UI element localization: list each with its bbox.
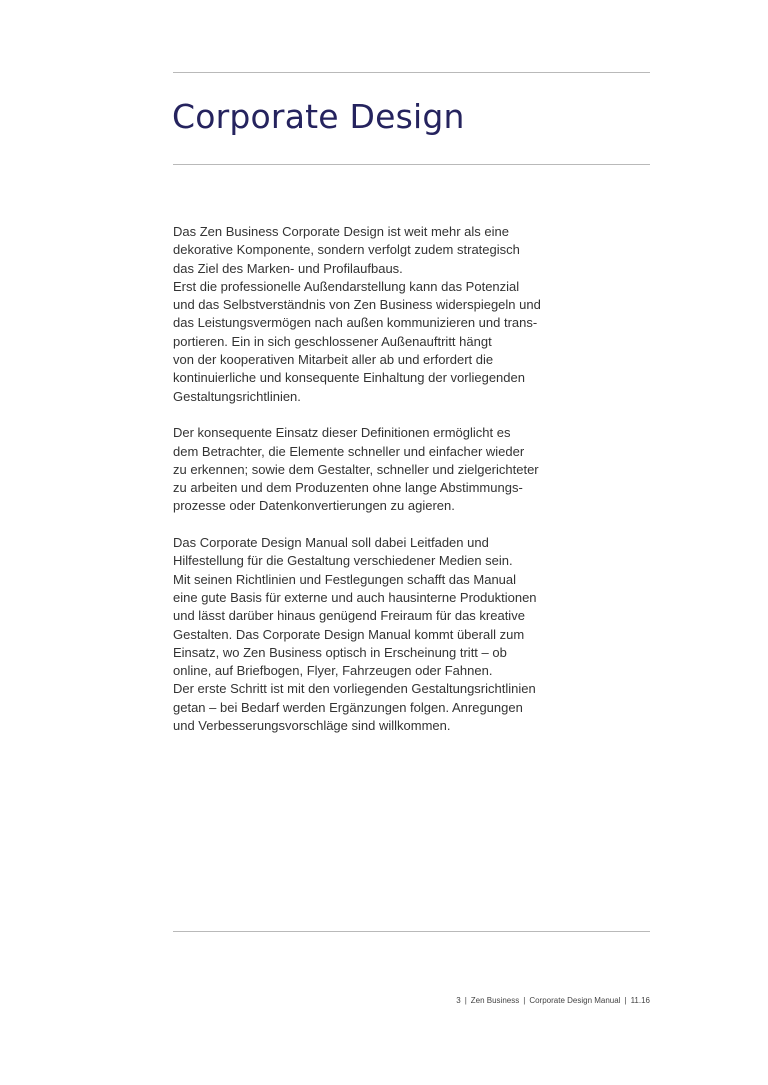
text-line: dem Betrachter, die Elemente schneller und einfacher wieder <box>173 443 525 459</box>
text-line: das Ziel des Marken- und Profilaufbaus. <box>173 260 403 276</box>
text-line: Der erste Schritt ist mit den vorliegenden Gestaltungsrichtlinien <box>173 681 536 697</box>
text-line: getan – bei Bedarf werden Ergänzungen folgen. Anregungen <box>173 699 523 715</box>
footer-manual-name: Corporate Design Manual <box>529 996 621 1005</box>
text-line: Mit seinen Richtlinien und Festlegungen schafft das Manual <box>173 571 517 587</box>
text-line: und Verbesserungsvorschläge sind willkommen. <box>173 718 451 734</box>
text-line: Gestalten. Das Corporate Design Manual kommt überall zum <box>173 626 525 642</box>
text-line: Der konsequente Einsatz dieser Definitionen ermöglicht es <box>173 425 511 441</box>
footer-divider <box>173 931 650 932</box>
footer-edition: 11.16 <box>630 996 650 1005</box>
text-line: Das Corporate Design Manual soll dabei Leitfaden und <box>173 535 489 551</box>
paragraph-1 <box>173 223 553 406</box>
text-line: zu arbeiten und dem Produzenten ohne lange Abstimmungs- <box>173 480 523 496</box>
paragraph-3 <box>173 534 553 735</box>
page-title: Corporate Design <box>172 97 465 136</box>
paragraph-2 <box>173 424 553 515</box>
text-line: das Leistungsvermögen nach außen kommunizieren und trans- <box>173 315 538 331</box>
text-line: Hilfestellung für die Gestaltung verschiedener Medien sein. <box>173 553 513 569</box>
text-line: prozesse oder Datenkonvertierungen zu agieren. <box>173 498 455 514</box>
footer-separator: | <box>523 996 526 1005</box>
text-line: Das Zen Business Corporate Design ist weit mehr als eine <box>173 224 509 239</box>
text-line: Erst die professionelle Außendarstellung kann das Potenzial <box>173 278 520 294</box>
text-line: und lässt darüber hinaus genügend Freiraum für das kreative <box>173 608 525 624</box>
top-divider <box>173 72 650 73</box>
page-footer <box>456 995 650 1007</box>
footer-separator: | <box>624 996 627 1005</box>
text-line: portieren. Ein in sich geschlossener Außenauftritt hängt <box>173 333 492 349</box>
footer-separator: | <box>464 996 467 1005</box>
body-text <box>173 223 553 754</box>
text-line: Gestaltungsrichtlinien. <box>173 388 301 404</box>
text-line: Einsatz, wo Zen Business optisch in Erscheinung tritt – ob <box>173 644 507 660</box>
text-line: kontinuierliche und konsequente Einhaltung der vorliegenden <box>173 370 525 386</box>
page-number: 3 <box>456 996 461 1005</box>
title-divider <box>173 164 650 165</box>
text-line: zu erkennen; sowie dem Gestalter, schneller und zielgerichteter <box>173 461 539 477</box>
text-line: von der kooperativen Mitarbeit aller ab und erfordert die <box>173 352 494 368</box>
text-line: online, auf Briefbogen, Flyer, Fahrzeugen oder Fahnen. <box>173 663 493 679</box>
footer-company: Zen Business <box>470 996 520 1005</box>
text-line: eine gute Basis für externe und auch hausinterne Produktionen <box>173 589 537 605</box>
text-line: dekorative Komponente, sondern verfolgt zudem strategisch <box>173 242 520 258</box>
text-line: und das Selbstverständnis von Zen Business widerspiegeln und <box>173 297 541 313</box>
